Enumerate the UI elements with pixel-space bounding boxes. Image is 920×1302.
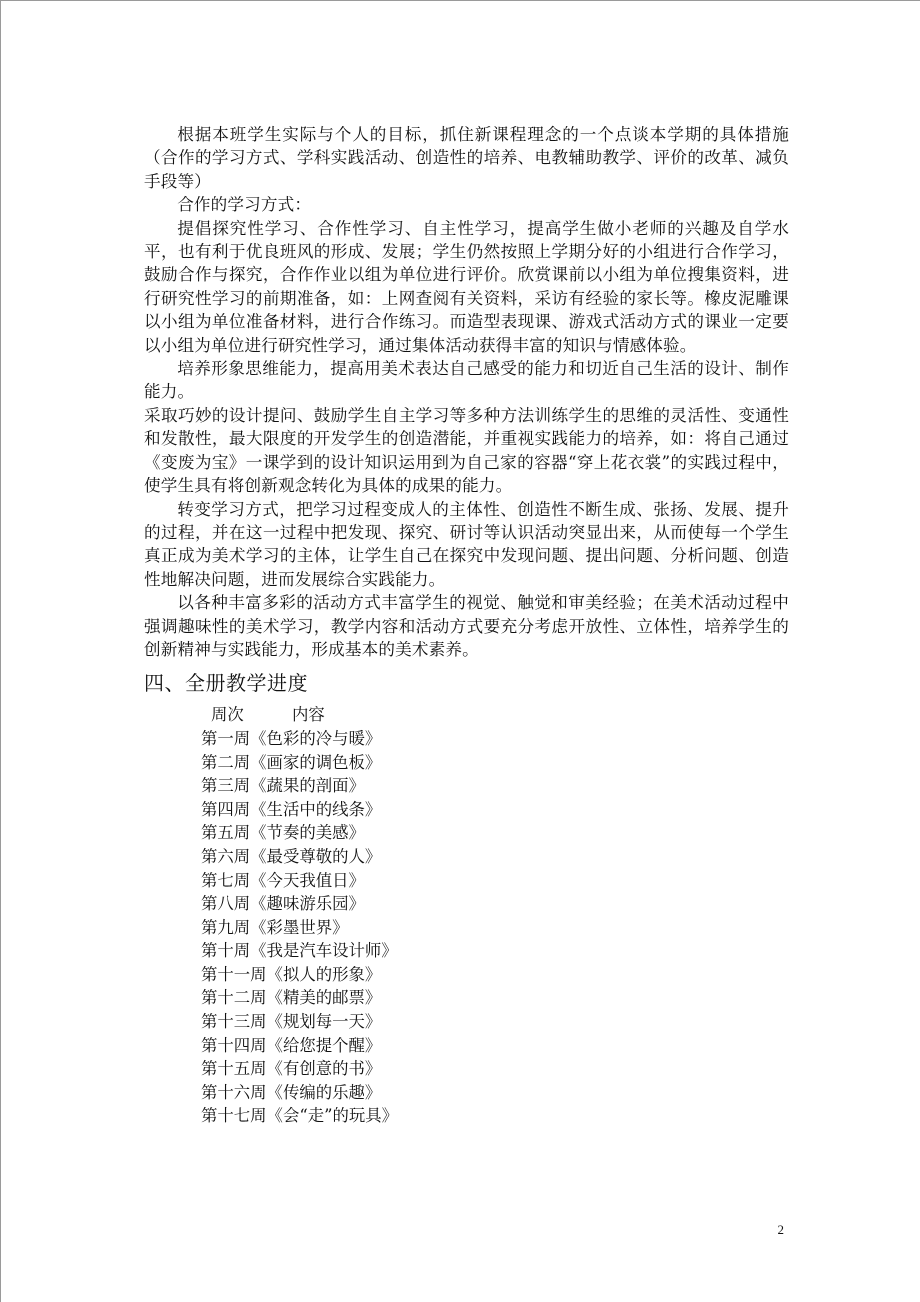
page-number: 2: [777, 1222, 784, 1237]
paragraph: 提倡探究性学习、合作性学习、自主性学习，提高学生做小老师的兴趣及自学水平，也有利于优良班风的形成、发展；学生仍然按照上学期分好的小组进行合作学习，鼓励合作与探究，合作作业以组为单位进行评价。欣赏课前以小组为单位搜集资料，进行研究性学习的前期准备，如：上网查阅有关资料，采访有经验的家长等。橡皮泥雕课以小组为单位准备材料，进行合作练习。而造型表现课、游戏式活动方式的课业一定要以小组为单位进行研究性学习，通过集体活动获得丰富的知识与情感体验。: [144, 218, 789, 355]
schedule-item: 第三周《蔬果的剖面》: [201, 776, 365, 796]
schedule-item: 第一周《色彩的冷与暖》: [201, 728, 382, 748]
schedule-item: 第五周《节奏的美感》: [201, 823, 365, 843]
body-text: [144, 123, 789, 661]
section-heading: 四、全册教学进度: [144, 671, 308, 696]
paragraph: 转变学习方式，把学习过程变成人的主体性、创造性不断生成、张扬、发展、提升的过程，并在这一过程中把发现、探究、研讨等认识活动突显出来，从而使每一个学生真正成为美术学习的主体，让学生自己在探究中发现问题、提出问题、分析问题、创造性地解决问题，进而发展综合实践能力。: [144, 499, 789, 589]
schedule-item: 第十六周《传编的乐趣》: [201, 1082, 382, 1102]
paragraph: 采取巧妙的设计提问、鼓励学生自主学习等多种方法训练学生的思维的灵活性、变通性和发散性，最大限度的开发学生的创造潜能，并重视实践能力的培养，如：将自己通过《变废为宝》一课学到的设计知识运用到为自己家的容器“穿上花衣裳”的实践过程中，使学生具有将创新观念转化为具体的成果的能力。: [144, 405, 789, 496]
schedule-item: 第六周《最受尊敬的人》: [201, 846, 382, 866]
paragraph: 合作的学习方式：: [177, 195, 312, 215]
paragraph: 根据本班学生实际与个人的目标，抓住新课程理念的一个点谈本学期的具体措施（合作的学习方式、学科实践活动、创造性的培养、电教辅助教学、评价的改革、减负手段等）: [144, 125, 789, 191]
schedule-item: 第十三周《规划每一天》: [201, 1012, 382, 1032]
schedule-item: 第十二周《精美的邮票》: [201, 988, 382, 1008]
schedule-item: 第十五周《有创意的书》: [201, 1059, 382, 1079]
schedule-list: [201, 727, 789, 1128]
schedule-item: 第二周《画家的调色板》: [201, 752, 382, 772]
schedule-item: 第十周《我是汽车设计师》: [201, 941, 398, 961]
schedule-item: 第九周《彩墨世界》: [201, 917, 349, 937]
schedule-item: 第七周《今天我值日》: [201, 870, 365, 890]
schedule-item: 第十七周《会“走”的玩具》: [201, 1106, 399, 1126]
schedule-header: [211, 703, 789, 727]
schedule-header-week: 周次: [211, 705, 244, 725]
schedule-item: 第十四周《给您提个醒》: [201, 1035, 382, 1055]
schedule-item: 第八周《趣味游乐园》: [201, 894, 365, 914]
schedule-item: 第四周《生活中的线条》: [201, 799, 382, 819]
page-content: [144, 123, 789, 1128]
paragraph: 以各种丰富多彩的活动方式丰富学生的视觉、触觉和审美经验；在美术活动过程中强调趣味性的美术学习，教学内容和活动方式要充分考虑开放性、立体性，培养学生的创新精神与实践能力，形成基本的美术素养。: [144, 593, 789, 659]
schedule-header-content: 内容: [292, 705, 325, 725]
schedule-item: 第十一周《拟人的形象》: [201, 964, 382, 984]
paragraph: 培养形象思维能力，提高用美术表达自己感受的能力和切近自己生活的设计、制作能力。: [144, 359, 789, 402]
